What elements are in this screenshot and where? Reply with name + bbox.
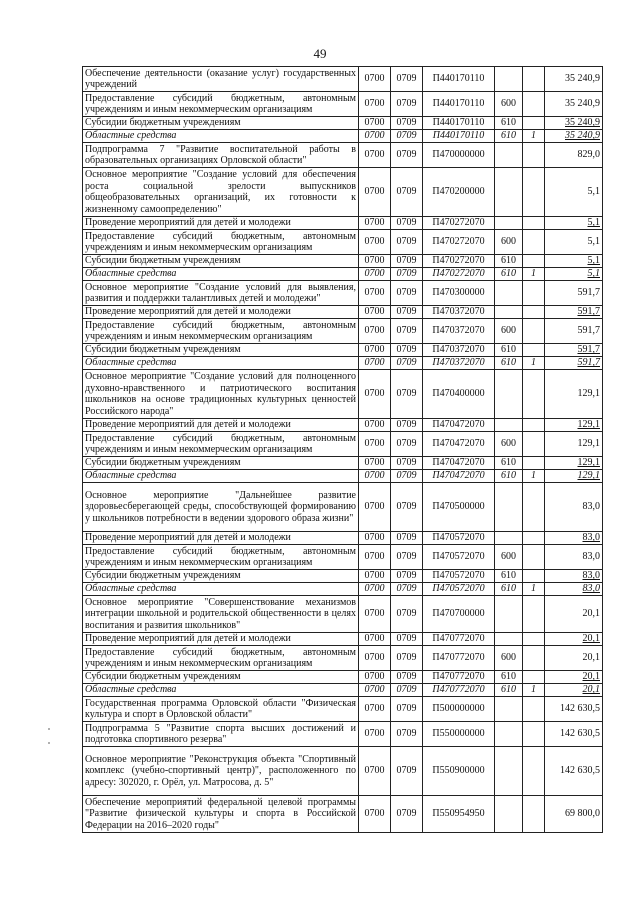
table-row xyxy=(83,344,603,357)
cell-name: Предоставление субсидий бюджетным, автономным учреждениям и иным некоммерческим организациям xyxy=(83,319,359,344)
cell-target-article: П470300000 xyxy=(423,281,495,306)
cell-name: Основное мероприятие "Создание условий для полноценного духовно-нравственного и патриотического воспитания школьников на основе традиционных культурных ценностей Российского народа" xyxy=(83,370,359,419)
cell-name: Основное мероприятие "Создание условий для выявления, развития и поддержки талантливых детей и молодежи" xyxy=(83,281,359,306)
cell-funding-source xyxy=(523,596,545,633)
cell-expense-type: 610 xyxy=(495,457,523,470)
cell-name: Основное мероприятие "Совершенствование механизмов интеграции школьной и родительской общественности в целях воспитания и развития школьников" xyxy=(83,596,359,633)
table-row xyxy=(83,796,603,833)
cell-name: Проведение мероприятий для детей и молодежи xyxy=(83,217,359,230)
cell-expense-type: 610 xyxy=(495,583,523,596)
cell-funding-source: 1 xyxy=(523,684,545,697)
cell-funding-source xyxy=(523,230,545,255)
cell-target-article: П470372070 xyxy=(423,344,495,357)
cell-expense-type: 610 xyxy=(495,357,523,370)
cell-name: Субсидии бюджетным учреждениям xyxy=(83,344,359,357)
cell-section: 0700 xyxy=(359,130,391,143)
cell-funding-source xyxy=(523,722,545,747)
cell-subsection: 0709 xyxy=(391,306,423,319)
table-row xyxy=(83,143,603,168)
cell-amount: 142 630,5 xyxy=(545,722,603,747)
cell-expense-type xyxy=(495,483,523,532)
cell-name: Предоставление субсидий бюджетным, автономным учреждениям и иным некоммерческим организациям xyxy=(83,432,359,457)
cell-section: 0700 xyxy=(359,419,391,432)
cell-subsection: 0709 xyxy=(391,344,423,357)
cell-section: 0700 xyxy=(359,583,391,596)
cell-funding-source xyxy=(523,370,545,419)
cell-section: 0700 xyxy=(359,281,391,306)
cell-amount: 129,1 xyxy=(545,457,603,470)
cell-expense-type xyxy=(495,722,523,747)
cell-section: 0700 xyxy=(359,67,391,92)
cell-funding-source xyxy=(523,697,545,722)
cell-subsection: 0709 xyxy=(391,532,423,545)
cell-expense-type xyxy=(495,217,523,230)
cell-subsection: 0709 xyxy=(391,796,423,833)
cell-subsection: 0709 xyxy=(391,370,423,419)
cell-amount: 591,7 xyxy=(545,281,603,306)
cell-section: 0700 xyxy=(359,117,391,130)
cell-expense-type xyxy=(495,306,523,319)
cell-name: Субсидии бюджетным учреждениям xyxy=(83,457,359,470)
cell-target-article: П550954950 xyxy=(423,796,495,833)
cell-funding-source xyxy=(523,532,545,545)
cell-funding-source xyxy=(523,217,545,230)
cell-amount: 83,0 xyxy=(545,570,603,583)
cell-section: 0700 xyxy=(359,684,391,697)
cell-target-article: П470272070 xyxy=(423,268,495,281)
cell-amount: 129,1 xyxy=(545,470,603,483)
table-row xyxy=(83,583,603,596)
cell-subsection: 0709 xyxy=(391,432,423,457)
table-row xyxy=(83,684,603,697)
cell-name: Областные средства xyxy=(83,583,359,596)
cell-funding-source xyxy=(523,67,545,92)
cell-target-article: П440170110 xyxy=(423,117,495,130)
table-row xyxy=(83,419,603,432)
cell-subsection: 0709 xyxy=(391,470,423,483)
cell-funding-source xyxy=(523,646,545,671)
cell-target-article: П470372070 xyxy=(423,319,495,344)
cell-amount: 5,1 xyxy=(545,168,603,217)
cell-expense-type: 600 xyxy=(495,545,523,570)
cell-amount: 20,1 xyxy=(545,671,603,684)
cell-expense-type: 610 xyxy=(495,684,523,697)
table-row xyxy=(83,470,603,483)
table-row xyxy=(83,722,603,747)
cell-expense-type: 610 xyxy=(495,255,523,268)
table-row xyxy=(83,281,603,306)
cell-subsection: 0709 xyxy=(391,697,423,722)
cell-name: Обеспечение деятельности (оказание услуг) государственных учреждений xyxy=(83,67,359,92)
cell-section: 0700 xyxy=(359,457,391,470)
table-row xyxy=(83,596,603,633)
cell-expense-type xyxy=(495,633,523,646)
table-row xyxy=(83,306,603,319)
cell-name: Предоставление субсидий бюджетным, автономным учреждениям и иным некоммерческим организациям xyxy=(83,646,359,671)
cell-section: 0700 xyxy=(359,532,391,545)
table-row xyxy=(83,217,603,230)
cell-expense-type xyxy=(495,143,523,168)
cell-name: Обеспечение мероприятий федеральной целевой программы "Развитие физической культуры и спорта в Российской Федерации на 2016–2020 годы" xyxy=(83,796,359,833)
cell-subsection: 0709 xyxy=(391,230,423,255)
cell-amount: 20,1 xyxy=(545,684,603,697)
cell-expense-type xyxy=(495,697,523,722)
cell-amount: 142 630,5 xyxy=(545,747,603,796)
cell-subsection: 0709 xyxy=(391,457,423,470)
cell-section: 0700 xyxy=(359,646,391,671)
cell-funding-source: 1 xyxy=(523,268,545,281)
table-row xyxy=(83,747,603,796)
cell-target-article: П470572070 xyxy=(423,532,495,545)
cell-target-article: П470572070 xyxy=(423,583,495,596)
cell-name: Основное мероприятие "Создание условий для обеспечения роста социальной зрелости выпускников общеобразовательных организаций, их готовности к жизненному самоопределению" xyxy=(83,168,359,217)
cell-subsection: 0709 xyxy=(391,143,423,168)
table-row xyxy=(83,697,603,722)
cell-name: Областные средства xyxy=(83,268,359,281)
cell-amount: 35 240,9 xyxy=(545,117,603,130)
cell-amount: 20,1 xyxy=(545,646,603,671)
cell-name: Проведение мероприятий для детей и молодежи xyxy=(83,306,359,319)
cell-section: 0700 xyxy=(359,143,391,168)
cell-target-article: П550000000 xyxy=(423,722,495,747)
cell-funding-source: 1 xyxy=(523,470,545,483)
cell-funding-source xyxy=(523,117,545,130)
cell-target-article: П470472070 xyxy=(423,432,495,457)
cell-section: 0700 xyxy=(359,796,391,833)
cell-subsection: 0709 xyxy=(391,684,423,697)
cell-amount: 35 240,9 xyxy=(545,92,603,117)
cell-amount: 20,1 xyxy=(545,633,603,646)
cell-target-article: П470372070 xyxy=(423,357,495,370)
cell-target-article: П470272070 xyxy=(423,255,495,268)
cell-section: 0700 xyxy=(359,268,391,281)
cell-name: Основное мероприятие "Реконструкция объекта "Спортивный комплекс (учебно-спортивный центр)", расположенного по адресу: 302020, г. Орёл, ул. Матросова, д. 5" xyxy=(83,747,359,796)
cell-amount: 69 800,0 xyxy=(545,796,603,833)
cell-subsection: 0709 xyxy=(391,671,423,684)
cell-target-article: П470772070 xyxy=(423,633,495,646)
cell-target-article: П470272070 xyxy=(423,230,495,255)
cell-expense-type: 610 xyxy=(495,268,523,281)
cell-section: 0700 xyxy=(359,168,391,217)
cell-funding-source xyxy=(523,671,545,684)
cell-section: 0700 xyxy=(359,217,391,230)
cell-target-article: П440170110 xyxy=(423,67,495,92)
cell-funding-source xyxy=(523,570,545,583)
cell-subsection: 0709 xyxy=(391,570,423,583)
cell-section: 0700 xyxy=(359,722,391,747)
cell-name: Субсидии бюджетным учреждениям xyxy=(83,671,359,684)
cell-funding-source xyxy=(523,92,545,117)
cell-funding-source xyxy=(523,281,545,306)
cell-target-article: П470372070 xyxy=(423,306,495,319)
cell-target-article: П470000000 xyxy=(423,143,495,168)
cell-name: Подпрограмма 5 "Развитие спорта высших достижений и подготовка спортивного резерва" xyxy=(83,722,359,747)
cell-subsection: 0709 xyxy=(391,268,423,281)
cell-section: 0700 xyxy=(359,306,391,319)
cell-subsection: 0709 xyxy=(391,483,423,532)
cell-expense-type xyxy=(495,67,523,92)
cell-funding-source xyxy=(523,344,545,357)
cell-name: Субсидии бюджетным учреждениям xyxy=(83,255,359,268)
table-row xyxy=(83,319,603,344)
cell-expense-type: 600 xyxy=(495,432,523,457)
cell-expense-type: 600 xyxy=(495,646,523,671)
table-body xyxy=(83,67,603,833)
table-row xyxy=(83,168,603,217)
table-row xyxy=(83,255,603,268)
cell-name: Областные средства xyxy=(83,684,359,697)
table-row xyxy=(83,570,603,583)
cell-expense-type: 600 xyxy=(495,92,523,117)
cell-funding-source xyxy=(523,419,545,432)
cell-subsection: 0709 xyxy=(391,357,423,370)
cell-subsection: 0709 xyxy=(391,583,423,596)
cell-expense-type xyxy=(495,419,523,432)
table-row xyxy=(83,646,603,671)
table-row xyxy=(83,117,603,130)
cell-subsection: 0709 xyxy=(391,130,423,143)
cell-amount: 142 630,5 xyxy=(545,697,603,722)
cell-funding-source xyxy=(523,483,545,532)
cell-section: 0700 xyxy=(359,432,391,457)
cell-subsection: 0709 xyxy=(391,419,423,432)
cell-funding-source: 1 xyxy=(523,357,545,370)
cell-subsection: 0709 xyxy=(391,281,423,306)
cell-section: 0700 xyxy=(359,545,391,570)
cell-amount: 129,1 xyxy=(545,419,603,432)
cell-name: Предоставление субсидий бюджетным, автономным учреждениям и иным некоммерческим организациям xyxy=(83,230,359,255)
cell-target-article: П470272070 xyxy=(423,217,495,230)
cell-expense-type xyxy=(495,596,523,633)
cell-amount: 83,0 xyxy=(545,532,603,545)
cell-funding-source: 1 xyxy=(523,130,545,143)
table-row xyxy=(83,432,603,457)
cell-amount: 591,7 xyxy=(545,344,603,357)
page-number: 49 xyxy=(313,46,327,61)
cell-funding-source xyxy=(523,633,545,646)
cell-section: 0700 xyxy=(359,255,391,268)
scan-speck xyxy=(48,728,50,730)
cell-target-article: П470472070 xyxy=(423,419,495,432)
budget-table xyxy=(82,66,603,833)
cell-amount: 591,7 xyxy=(545,357,603,370)
cell-target-article: П470772070 xyxy=(423,671,495,684)
cell-name: Подпрограмма 7 "Развитие воспитательной работы в образовательных организациях Орловской области" xyxy=(83,143,359,168)
table-row xyxy=(83,633,603,646)
cell-target-article: П550900000 xyxy=(423,747,495,796)
cell-section: 0700 xyxy=(359,344,391,357)
table-row xyxy=(83,67,603,92)
cell-section: 0700 xyxy=(359,92,391,117)
cell-funding-source xyxy=(523,306,545,319)
cell-target-article: П470572070 xyxy=(423,570,495,583)
cell-section: 0700 xyxy=(359,596,391,633)
cell-section: 0700 xyxy=(359,633,391,646)
cell-amount: 35 240,9 xyxy=(545,130,603,143)
cell-section: 0700 xyxy=(359,357,391,370)
cell-subsection: 0709 xyxy=(391,633,423,646)
cell-target-article: П470772070 xyxy=(423,646,495,671)
cell-name: Областные средства xyxy=(83,130,359,143)
cell-amount: 829,0 xyxy=(545,143,603,168)
cell-subsection: 0709 xyxy=(391,319,423,344)
cell-subsection: 0709 xyxy=(391,646,423,671)
cell-amount: 591,7 xyxy=(545,319,603,344)
cell-expense-type: 610 xyxy=(495,570,523,583)
cell-target-article: П470500000 xyxy=(423,483,495,532)
cell-section: 0700 xyxy=(359,697,391,722)
cell-expense-type: 610 xyxy=(495,470,523,483)
cell-section: 0700 xyxy=(359,570,391,583)
cell-name: Областные средства xyxy=(83,357,359,370)
cell-amount: 5,1 xyxy=(545,268,603,281)
cell-subsection: 0709 xyxy=(391,217,423,230)
cell-target-article: П470400000 xyxy=(423,370,495,419)
cell-funding-source xyxy=(523,457,545,470)
cell-section: 0700 xyxy=(359,483,391,532)
cell-funding-source xyxy=(523,168,545,217)
cell-subsection: 0709 xyxy=(391,92,423,117)
table-row xyxy=(83,370,603,419)
cell-amount: 83,0 xyxy=(545,583,603,596)
table-row xyxy=(83,545,603,570)
cell-amount: 35 240,9 xyxy=(545,67,603,92)
cell-expense-type: 610 xyxy=(495,117,523,130)
cell-subsection: 0709 xyxy=(391,596,423,633)
cell-subsection: 0709 xyxy=(391,722,423,747)
cell-subsection: 0709 xyxy=(391,545,423,570)
cell-funding-source xyxy=(523,545,545,570)
cell-amount: 129,1 xyxy=(545,370,603,419)
cell-amount: 129,1 xyxy=(545,432,603,457)
cell-target-article: П440170110 xyxy=(423,92,495,117)
cell-amount: 5,1 xyxy=(545,230,603,255)
cell-subsection: 0709 xyxy=(391,117,423,130)
cell-target-article: П470772070 xyxy=(423,684,495,697)
table-row xyxy=(83,230,603,255)
cell-funding-source xyxy=(523,319,545,344)
cell-subsection: 0709 xyxy=(391,67,423,92)
cell-expense-type xyxy=(495,747,523,796)
cell-amount: 5,1 xyxy=(545,217,603,230)
cell-name: Проведение мероприятий для детей и молодежи xyxy=(83,532,359,545)
cell-target-article: П500000000 xyxy=(423,697,495,722)
table-row xyxy=(83,671,603,684)
cell-target-article: П470472070 xyxy=(423,457,495,470)
cell-expense-type: 610 xyxy=(495,130,523,143)
cell-amount: 83,0 xyxy=(545,545,603,570)
scan-speck xyxy=(48,742,50,744)
cell-section: 0700 xyxy=(359,470,391,483)
cell-funding-source: 1 xyxy=(523,583,545,596)
cell-expense-type xyxy=(495,532,523,545)
table-row xyxy=(83,532,603,545)
cell-name: Субсидии бюджетным учреждениям xyxy=(83,117,359,130)
cell-amount: 83,0 xyxy=(545,483,603,532)
cell-funding-source xyxy=(523,143,545,168)
cell-expense-type xyxy=(495,281,523,306)
cell-funding-source xyxy=(523,432,545,457)
cell-target-article: П470700000 xyxy=(423,596,495,633)
cell-name: Проведение мероприятий для детей и молодежи xyxy=(83,419,359,432)
cell-target-article: П440170110 xyxy=(423,130,495,143)
table-row xyxy=(83,457,603,470)
cell-target-article: П470200000 xyxy=(423,168,495,217)
cell-section: 0700 xyxy=(359,671,391,684)
cell-subsection: 0709 xyxy=(391,255,423,268)
cell-name: Государственная программа Орловской области "Физическая культура и спорт в Орловской области" xyxy=(83,697,359,722)
cell-expense-type: 600 xyxy=(495,230,523,255)
cell-target-article: П470472070 xyxy=(423,470,495,483)
cell-name: Субсидии бюджетным учреждениям xyxy=(83,570,359,583)
cell-target-article: П470572070 xyxy=(423,545,495,570)
cell-expense-type: 600 xyxy=(495,319,523,344)
cell-expense-type xyxy=(495,168,523,217)
cell-funding-source xyxy=(523,747,545,796)
table-row xyxy=(83,483,603,532)
cell-section: 0700 xyxy=(359,319,391,344)
cell-funding-source xyxy=(523,796,545,833)
table-row xyxy=(83,268,603,281)
cell-expense-type: 610 xyxy=(495,344,523,357)
cell-expense-type: 610 xyxy=(495,671,523,684)
cell-section: 0700 xyxy=(359,747,391,796)
cell-subsection: 0709 xyxy=(391,747,423,796)
cell-subsection: 0709 xyxy=(391,168,423,217)
table-row xyxy=(83,357,603,370)
cell-amount: 591,7 xyxy=(545,306,603,319)
cell-name: Основное мероприятие "Дальнейшее развитие здоровьесберегающей среды, способствующей формированию у школьников потребности в ведении здорового образа жизни" xyxy=(83,483,359,532)
cell-section: 0700 xyxy=(359,230,391,255)
cell-section: 0700 xyxy=(359,370,391,419)
cell-name: Областные средства xyxy=(83,470,359,483)
cell-name: Предоставление субсидий бюджетным, автономным учреждениям и иным некоммерческим организациям xyxy=(83,545,359,570)
table-row xyxy=(83,92,603,117)
cell-amount: 20,1 xyxy=(545,596,603,633)
cell-expense-type xyxy=(495,796,523,833)
cell-expense-type xyxy=(495,370,523,419)
cell-name: Проведение мероприятий для детей и молодежи xyxy=(83,633,359,646)
cell-funding-source xyxy=(523,255,545,268)
cell-amount: 5,1 xyxy=(545,255,603,268)
cell-name: Предоставление субсидий бюджетным, автономным учреждениям и иным некоммерческим организациям xyxy=(83,92,359,117)
table-row xyxy=(83,130,603,143)
